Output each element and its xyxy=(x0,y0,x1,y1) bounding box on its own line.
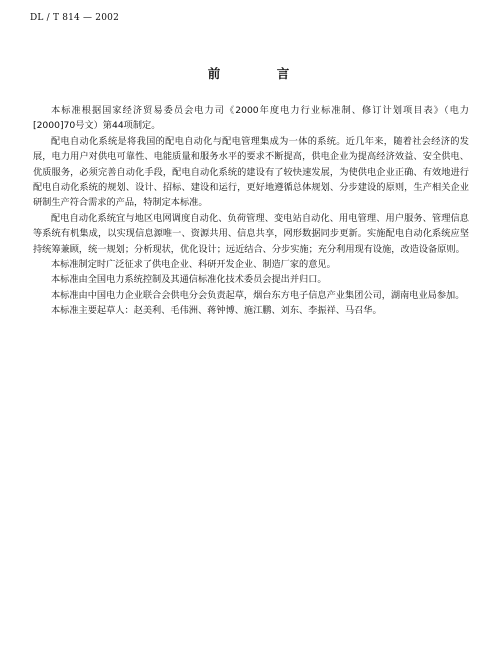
paragraph-proposer: 本标准由全国电力系统控制及其通信标准化技术委员会提出并归口。 xyxy=(51,274,327,286)
paragraph-background: 配电自动化系统是将我国的配电自动化与配电管理集成为一体的系统。近几年来，随着社会经济的发展，电力用户对供电可靠性、电能质量和服务水平的要求不断提高，供电企业为提高经济效益、安全供电、优质服务，必须完善自动化手段，配电自动化系统的建设有了较快速发展，为使供电企业正确、有效地进行配电自动化系统的规划、设计、招标、建设和运行，更好地遵循总体规划、分步建设的原则，生产相关企业研制生产符合需求的产品，特制定本标准。 xyxy=(33,135,469,209)
paragraph-consultation: 本标准制定时广泛征求了供电企业、科研开发企业、制造厂家的意见。 xyxy=(51,259,336,271)
page-title: 前 言 xyxy=(207,66,312,81)
paragraph-drafting-units: 本标准由中国电力企业联合会供电分会负责起草，烟台东方电子信息产业集团公司，湖南电业局参加。 xyxy=(51,289,465,301)
paragraph-drafters: 本标准主要起草人：赵美利、毛伟洲、蒋钟博、施江鹏、刘东、李振祥、马召华。 xyxy=(51,305,382,317)
paragraph-principles: 配电自动化系统宜与地区电网调度自动化、负荷管理、变电站自动化、用电管理、用户服务、管理信息等系统有机集成，以实现信息源唯一、资源共用、信息共享，网形数据同步更新。实施配电自动化系统应坚持统筹兼顾，统一规划；分析现状，优化设计；远近结合、分步实施；充分利用现有设施，改造设备原则。 xyxy=(33,212,469,255)
paragraph-basis: 本标准根据国家经济贸易委员会电力司《2000年度电力行业标准制、修订计划项目表》（电力[2000]70号文）第44项制定。 xyxy=(33,105,469,132)
foreword-body xyxy=(33,103,469,319)
document-code-header: DL / T 814 — 2002 xyxy=(30,13,120,23)
